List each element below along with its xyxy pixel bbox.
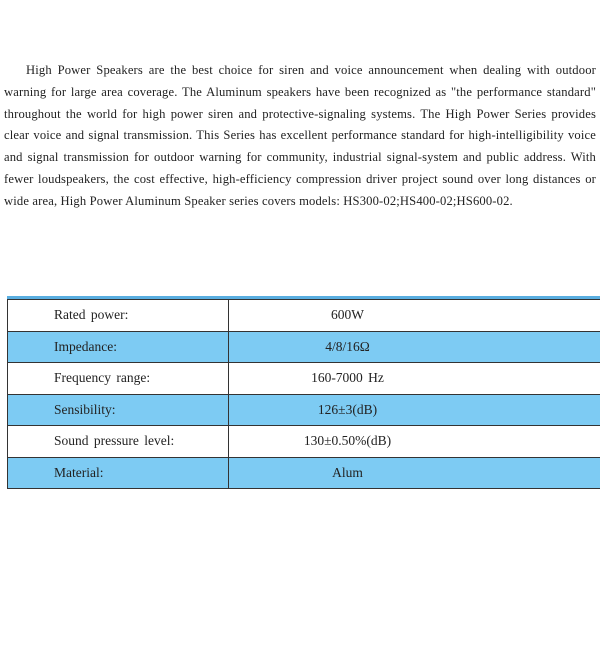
spec-value: 126±3(dB) [229,394,600,426]
spec-label: Sound pressure level: [8,426,229,458]
spec-row-sound-pressure-level [8,426,600,458]
spec-value: 160-7000 Hz [229,363,600,395]
spec-value: Alum [229,457,600,489]
intro-paragraph: High Power Speakers are the best choice for siren and voice announcement when dealing with outdoor warning for large area coverage. The Aluminum speakers have been recognized as "the performance standard" throughout the world for high power siren and protective-signaling systems. The High Power Series provides clear voice and signal transmission. This Series has excellent performance standard for high-intelligibility voice and signal transmission for outdoor warning for community, industrial signal-system and public address. With fewer loudspeakers, the cost effective, high-efficiency compression driver project sound over long distances or wide area, High Power Aluminum Speaker series covers models: HS300-02;HS400-02;HS600-02. [4,63,596,208]
spec-row-rated-power [8,300,600,332]
spec-label: Sensibility: [8,394,229,426]
spec-label: Material: [8,457,229,489]
spec-value: 600W [229,300,600,332]
spec-table [7,299,600,489]
spec-row-material [8,457,600,489]
spec-row-frequency-range [8,363,600,395]
spec-label: Rated power: [8,300,229,332]
spec-label: Impedance: [8,331,229,363]
spec-value: 130±0.50%(dB) [229,426,600,458]
spec-table-container [7,296,600,489]
spec-label: Frequency range: [8,363,229,395]
spec-row-sensibility [8,394,600,426]
spec-value: 4/8/16Ω [229,331,600,363]
spec-row-impedance [8,331,600,363]
